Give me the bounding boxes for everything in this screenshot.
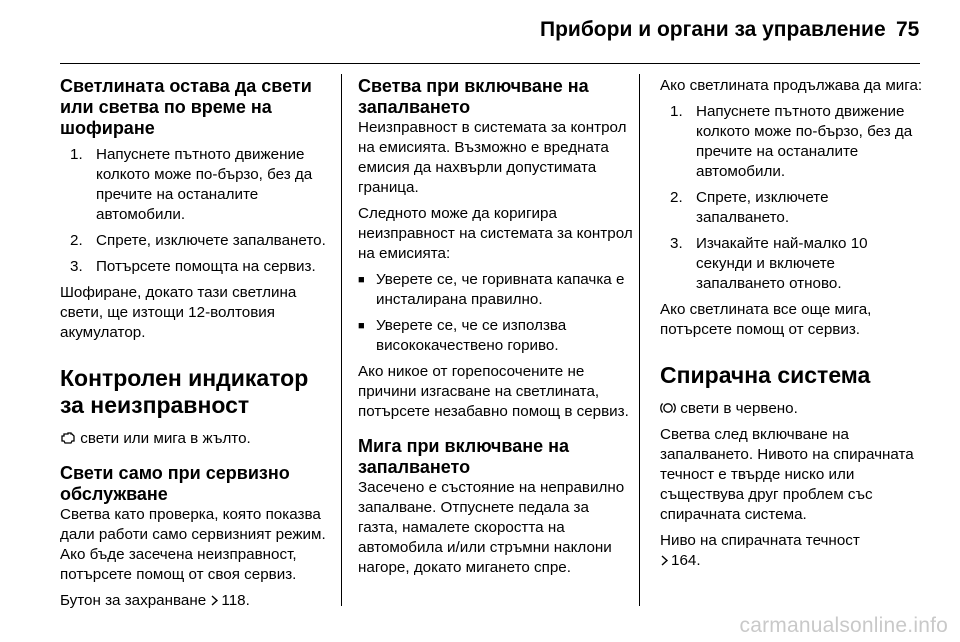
paragraph-battery: Шофиране, докато тази светлина свети, ще изтощи 12-волтовия акумулатор. bbox=[60, 284, 297, 341]
page-reference-arrow-icon bbox=[660, 555, 669, 566]
steps-list-1 bbox=[60, 145, 335, 277]
brake-warning-icon bbox=[660, 401, 676, 415]
page-header-title: Прибори и органи за управление bbox=[540, 18, 886, 41]
list-item: 2. Спрете, изключете запалването. bbox=[670, 189, 829, 226]
paragraph-keeps-flashing: Ако светлината продължава да мига: bbox=[660, 77, 923, 94]
paragraph-misfire: Засечено е състояние на неправилно запалване. Отпуснете педала за газта, намалете скоростта на автомобила и/или стръмни наклони нагоре, докато мигането спре. bbox=[358, 479, 625, 576]
reference-power-button[interactable]: Бутон за захранване 118. bbox=[60, 592, 250, 609]
list-item: 1. Напуснете пътното движение колкото може по-бързо, без да пречите на останалите автомобили. bbox=[70, 146, 313, 223]
header-divider bbox=[60, 63, 920, 64]
list-item: 2. Спрете, изключете запалването. bbox=[70, 232, 326, 249]
column-divider-1 bbox=[341, 74, 342, 606]
watermark: carmanualsonline.info bbox=[739, 614, 948, 637]
column-2 bbox=[358, 76, 633, 578]
steps-list-2 bbox=[660, 102, 925, 294]
section-title-service-only: Свети само при сервизно обслужване bbox=[60, 463, 290, 504]
paragraph-indicator: свети или мига в жълто. bbox=[60, 429, 335, 449]
column-1 bbox=[60, 76, 335, 611]
list-item: 1. Напуснете пътното движение колкото може по-бързо, без да пречите на останалите автомобили. bbox=[670, 103, 913, 180]
column-3 bbox=[660, 76, 925, 571]
engine-check-icon bbox=[60, 431, 76, 445]
reference-brake-fluid-level[interactable]: Ниво на спирачната течност 164. bbox=[660, 532, 860, 569]
paragraph-brake-indicator: свети в червено. bbox=[660, 399, 925, 419]
section-title-light-stays-on: Светлината остава да свети или светва по време на шофиране bbox=[60, 76, 312, 138]
page-number: 75 bbox=[896, 18, 920, 41]
bullet-item: ■ Уверете се, че горивната капачка е инсталирана правилно. bbox=[358, 271, 625, 308]
paragraph-service: Светва като проверка, която показва дали работи само сервизният режим. Ако бъде засечена неизправност, потърсете помощ от своя сервиз. bbox=[60, 506, 326, 583]
paragraph-emission: Неизправност в системата за контрол на емисията. Възможно е вредната емисия да нахвърли допустимата граница. bbox=[358, 119, 627, 196]
paragraph-seek-help: Ако никое от горепосочените не причини изгасване на светлината, потърсете незабавно помощ в сервиз. bbox=[358, 363, 629, 420]
page-reference-arrow-icon bbox=[210, 595, 219, 606]
section-title-brake-system: Спирачна система bbox=[660, 362, 871, 388]
paragraph-fix: Следното може да коригира неизправност на системата за контрол на емисията: bbox=[358, 205, 633, 262]
section-title-malfunction-indicator: Контролен индикатор за неизправност bbox=[60, 365, 309, 418]
section-title-on-ignition: Светва при включване на запалването bbox=[358, 76, 589, 117]
bullet-item: ■ Уверете се, че се използва висококачествено гориво. bbox=[358, 317, 567, 354]
section-title-flashes-on-ignition: Мига при включване на запалването bbox=[358, 436, 569, 477]
paragraph-brake-fluid: Светва след включване на запалването. Нивото на спирачната течност е твърде ниско или съществува друг проблем със спирачната система. bbox=[660, 426, 914, 523]
list-item: 3. Изчакайте най-малко 10 секунди и включете запалването отново. bbox=[670, 235, 868, 292]
paragraph-still-flashing: Ако светлината все още мига, потърсете помощ от сервиз. bbox=[660, 301, 872, 338]
column-divider-2 bbox=[639, 74, 640, 606]
list-item: 3. Потърсете помощта на сервиз. bbox=[70, 258, 316, 275]
